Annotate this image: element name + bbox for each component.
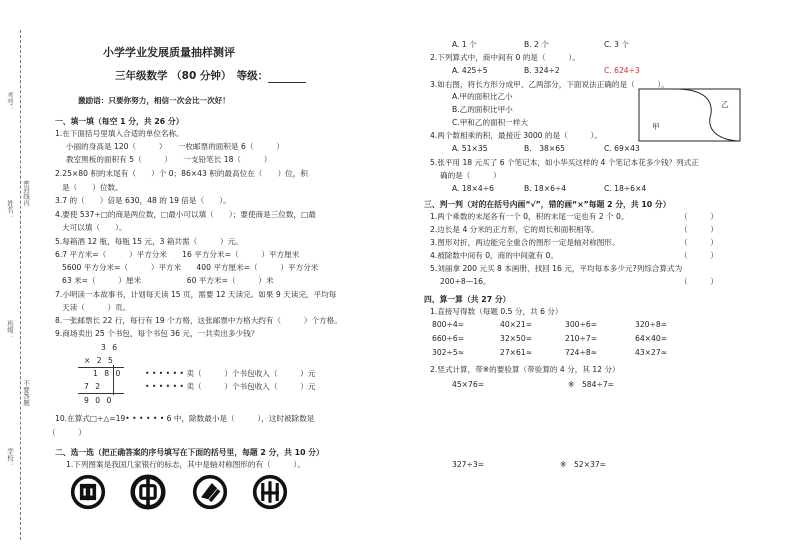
judge-item-3: 3.图形对折，两边能完全重合的图形一定是轴对称图形。 <box>430 238 620 247</box>
r-q2-opt-b: B. 324÷2 <box>524 66 560 75</box>
column-calc-4: ※ 52×37= <box>560 460 607 469</box>
judge-item-5: 5.刘丽拿 200 元买 8 本画册，找回 16 元，平均每本多少元?列综合算式为 <box>430 264 683 273</box>
section4-heading: 四、算一算（共 27 分） <box>424 295 511 304</box>
r-q5-cont: 确的是（ ） <box>440 171 501 180</box>
q3-text: 3.7 的（ ）倍是 630，48 的 19 倍是（ ）。 <box>55 196 231 205</box>
calc-rule-2 <box>78 393 124 394</box>
calc-note-2: • • • • • • 卖（ ）个书包收入（ ）元 <box>145 382 316 391</box>
q7-cont: 天读（ ）页。 <box>62 303 131 312</box>
page-title: 小学学业发展质量抽样测评 <box>103 46 235 59</box>
calc-rule-1 <box>78 367 124 368</box>
calc-separator <box>113 365 114 395</box>
column-calc-2: ※ 584÷7= <box>568 380 615 389</box>
r-q2-opt-c: C. 624÷3 <box>604 66 640 75</box>
r-q4-opt-b: B. 38×65 <box>524 144 565 153</box>
school-label: 学校： <box>6 448 14 468</box>
calc-row-4: 7 2 <box>84 382 103 391</box>
mental-calc-title: 1.直接写得数（每题 0.5 分，共 6 分） <box>430 307 563 316</box>
judge-paren-4[interactable]: （ ） <box>680 251 718 260</box>
s2-q1-text: 1.下列图案是我国几家银行的标志，其中是轴对称图形的有（ ）。 <box>66 460 305 469</box>
mental-1-2: 40×21= <box>500 320 533 329</box>
calc-row-1: 3 6 <box>101 343 120 352</box>
boc-logo <box>130 474 166 510</box>
q10-cont: （ ） <box>48 428 86 437</box>
r-q3-opt-c: C.甲和乙的面积一样大 <box>452 118 529 127</box>
calc-row-2: × 2 5 <box>84 356 115 365</box>
r-q5-opt-c: C. 18÷6×4 <box>604 184 647 193</box>
mental-2-4: 64×40= <box>635 334 668 343</box>
r-q1-opt-b: B. 2 个 <box>524 40 549 49</box>
r-q3-opt-a: A.甲的面积比乙小 <box>452 92 513 101</box>
q2-text: 2.25×80 积的末尾有（ ）个 0；86×43 积的最高位在（ ）位，积 <box>55 169 308 178</box>
mental-2-1: 660÷6= <box>432 334 465 343</box>
judge-paren-2[interactable]: （ ） <box>680 225 718 234</box>
q7-text: 7.小明读一本故事书，计划每天读 15 页，需要 12 天读完。如果 9 天读完，平均每 <box>55 290 337 299</box>
mental-1-3: 300÷6= <box>565 320 598 329</box>
q1-line-a: 小丽的身高是 120（ ） 一枚邮票的面积是 6（ ） <box>66 142 284 151</box>
r-q4-opt-a: A. 51×35 <box>452 144 488 153</box>
judge-item-5-cont: 200÷8—16。 <box>440 277 491 286</box>
r-q5-opt-a: A. 18×4÷6 <box>452 184 494 193</box>
seal-line <box>20 30 21 540</box>
q4-cont: 大可以填（ ）。 <box>62 223 127 232</box>
q8-text: 8.一张邮票长 22 行，每行有 19 个方格，这张邮票中方格大约有（ ）个方格。 <box>55 316 342 325</box>
r-q1-opt-a: A. 1 个 <box>452 40 477 49</box>
q2-cont: 是（ ）位数。 <box>62 183 123 192</box>
judge-paren-5[interactable]: （ ） <box>680 277 718 286</box>
section2-heading: 二、选一选（把正确答案的序号填写在下面的括号里，每题 2 分，共 10 分） <box>55 448 324 457</box>
judge-item-4: 4.被除数中间有 0，商的中间就有 0。 <box>430 251 559 260</box>
mental-3-3: 724÷8≈ <box>565 348 598 357</box>
seat-number-label: 考号： <box>6 92 14 112</box>
calc-note-1: • • • • • • 卖（ ）个书包收入（ ）元 <box>145 369 316 378</box>
figure-label-jia: 甲 <box>652 122 660 131</box>
calc-row-5: 9 0 0 <box>84 396 114 405</box>
r-q4-opt-c: C. 69×43 <box>604 144 640 153</box>
rectangle-figure <box>638 88 741 142</box>
abc-logo <box>252 474 288 510</box>
section1-heading: 一、填一填（每空 1 分，共 26 分） <box>55 117 184 126</box>
q6-line-c: 63 米=（ ）厘米 60 平方米=（ ）米 <box>62 276 274 285</box>
q6-line-b: 5600 平方分米=（ ）平方米 400 平方厘米=（ ）平方分米 <box>62 263 319 272</box>
q6-line-a: 6.7 平方米=（ ）平方分米 16 平方分米=（ ）平方厘米 <box>55 250 300 259</box>
figure-label-yi: 乙 <box>721 100 729 109</box>
judge-paren-1[interactable]: （ ） <box>680 212 718 221</box>
calc-row-3: 1 8 0 <box>93 369 123 378</box>
mental-3-2: 27×61≈ <box>500 348 533 357</box>
r-q3-opt-b: B.乙的面积比甲小 <box>452 105 513 114</box>
icbc-logo <box>70 474 106 510</box>
column-calc-1: 45×76= <box>452 380 485 389</box>
q4-text: 4.要使 537÷□的商是两位数，□最小可以填（ ）；要使商是三位数，□最 <box>55 210 316 219</box>
mental-1-4: 320÷8= <box>635 320 668 329</box>
ccb-logo <box>192 474 228 510</box>
mental-1-1: 800÷4= <box>432 320 465 329</box>
q1-line-b: 教室黑板的面积有 5（ ） 一支铅笔长 18（ ） <box>66 155 272 164</box>
column-calc-3: 327÷3= <box>452 460 485 469</box>
mental-2-3: 210÷7= <box>565 334 598 343</box>
r-q5-text: 5.张平用 18 元买了 6 个笔记本，如小华买这样的 4 个笔记本花多少钱？列式正 <box>430 158 699 167</box>
r-q4-text: 4.两个数相乘的积，最接近 3000 的是（ ）。 <box>430 131 602 140</box>
q5-text: 5.每箱酒 12 瓶，每瓶 15 元，3 箱共需（ ）元。 <box>55 237 243 246</box>
mental-3-1: 302÷5≈ <box>432 348 465 357</box>
name-label: 姓名： <box>6 200 14 220</box>
judge-paren-3[interactable]: （ ） <box>680 238 718 247</box>
q1-text: 1.在下面括号里填入合适的单位名称。 <box>55 129 184 138</box>
r-q3-text: 3.如右图，将长方形分成甲、乙两部分，下面说法正确的是（ ）。 <box>430 80 669 89</box>
r-q5-opt-b: B. 18×6÷4 <box>524 184 567 193</box>
r-q2-opt-a: A. 425÷5 <box>452 66 488 75</box>
judge-item-2: 2.边长是 4 分米的正方形，它的周长和面积相等。 <box>430 225 599 234</box>
motto: 激励语：只要你努力，相信一次会比一次好！ <box>78 96 230 105</box>
seal-text-top: 密封线内 <box>22 180 30 206</box>
r-q1-opt-c: C. 3 个 <box>604 40 629 49</box>
column-calc-title: 2.竖式计算，带※的要验算（带验算的 4 分，其 12 分） <box>430 365 620 374</box>
r-q2-text: 2.下列算式中，商中间有 0 的是（ ）。 <box>430 53 580 62</box>
section3-heading: 三、判一判（对的在括号内画“√”，错的画“×”每题 2 分，共 10 分） <box>424 200 671 209</box>
q9-text: 9.商场卖出 25 个书包，每个书包 36 元，一共卖出多少钱？ <box>55 329 259 338</box>
q10-text: 10.在算式□÷△=19• • • • • • 6 中，除数最小是（ ），这时被除数是 <box>55 414 315 423</box>
judge-item-1: 1.两个乘数的末尾各有一个 0，积的末尾一定也有 2 个 0。 <box>430 212 629 221</box>
seal-text-bottom: 不要答题 <box>22 380 30 406</box>
mental-3-4: 43×27≈ <box>635 348 668 357</box>
class-label: 班级： <box>6 320 14 340</box>
mental-2-2: 32×50= <box>500 334 533 343</box>
subject-line: 三年级数学 （80 分钟） 等级： <box>115 68 306 83</box>
